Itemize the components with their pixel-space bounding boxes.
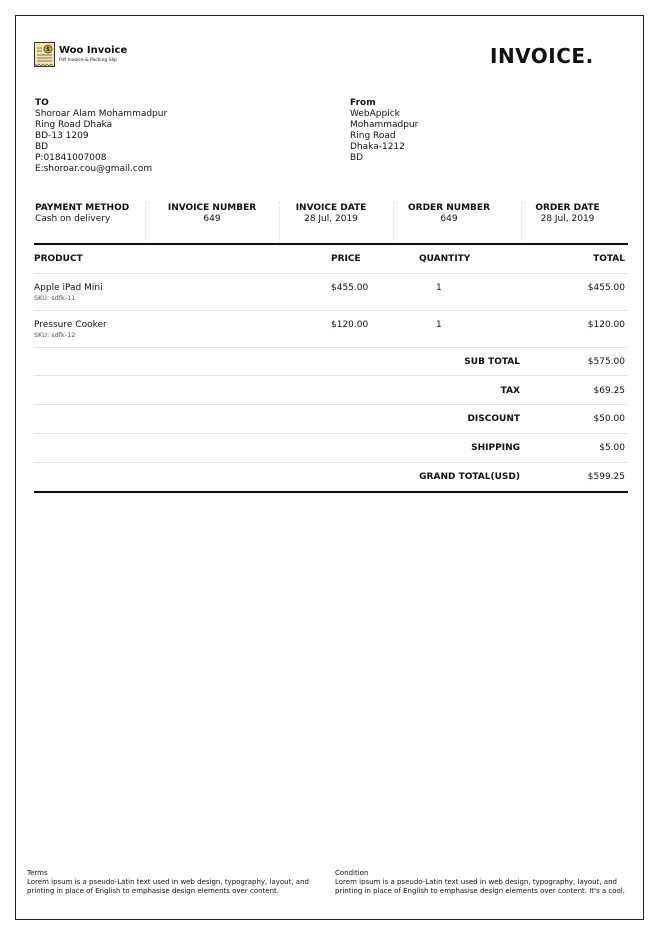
subtotal-value: $575.00 — [587, 357, 625, 367]
payment-method — [35, 203, 129, 225]
row-divider — [34, 404, 628, 405]
to-line: BD-13 1209 — [35, 131, 89, 141]
invoice-date — [284, 203, 378, 225]
row-divider — [34, 375, 628, 376]
to-line: Ring Road Dhaka — [35, 120, 113, 130]
col-quantity-header: QUANTITY — [419, 254, 471, 264]
row-divider — [34, 347, 628, 348]
item-quantity: 1 — [436, 320, 442, 330]
item-total: $120.00 — [587, 320, 625, 330]
terms-section — [27, 869, 309, 896]
meta-divider — [393, 202, 394, 246]
meta-label: INVOICE DATE — [295, 203, 367, 213]
row-divider — [34, 310, 628, 311]
grand-total-value: $599.25 — [587, 472, 625, 482]
to-line: BD — [35, 142, 49, 152]
meta-label: PAYMENT METHOD — [35, 203, 130, 213]
from-heading: From — [350, 98, 376, 108]
order-date — [528, 203, 607, 225]
item-name: Pressure Cooker — [34, 320, 107, 330]
subtotal-label: SUB TOTAL — [464, 357, 520, 367]
item-name: Apple iPad Mini — [34, 283, 103, 293]
item-price: $120.00 — [331, 320, 369, 330]
invoice-number — [161, 203, 263, 225]
table-top-rule — [34, 243, 628, 245]
item-price: $455.00 — [331, 283, 369, 293]
meta-divider — [521, 202, 522, 246]
row-divider — [34, 462, 628, 463]
from-line: BD — [350, 153, 364, 163]
discount-value: $50.00 — [593, 414, 625, 424]
invoice-logo-icon — [34, 42, 55, 67]
tax-label: TAX — [500, 386, 520, 396]
grand-total-label: GRAND TOTAL(USD) — [419, 472, 520, 482]
col-price-header: PRICE — [331, 254, 361, 264]
to-line: Shoroar Alam Mohammadpur — [35, 109, 168, 119]
billing-address — [35, 98, 167, 175]
item-sku: SKU: sdfk-11 — [34, 294, 76, 302]
item-total: $455.00 — [587, 283, 625, 293]
seller-address — [350, 98, 418, 164]
condition-text: printing in place of English to emphasise design elements over content. It's a cool. — [335, 887, 625, 895]
terms-text: Lorem ipsum is a pseudo-Latin text used in web design, typography, layout, and — [27, 878, 309, 886]
meta-label: ORDER DATE — [535, 203, 600, 213]
tax-value: $69.25 — [593, 386, 625, 396]
meta-label: ORDER NUMBER — [408, 203, 490, 213]
condition-text: Lorem ipsum is a pseudo-Latin text used in web design, typography, layout, and — [335, 878, 617, 886]
meta-value: Cash on delivery — [35, 214, 111, 224]
item-quantity: 1 — [436, 283, 442, 293]
from-line: Mohammadpur — [350, 120, 419, 130]
row-divider — [34, 273, 628, 274]
terms-text: printing in place of English to emphasise design elements over content. — [27, 887, 279, 895]
condition-section — [335, 869, 625, 896]
to-email: E:shoroar.cou@gmail.com — [35, 164, 153, 174]
meta-value: 28 Jul, 2019 — [540, 214, 595, 224]
invoice-page — [15, 15, 644, 920]
col-product-header: PRODUCT — [34, 254, 83, 264]
meta-label: INVOICE NUMBER — [167, 203, 257, 213]
meta-value: 649 — [440, 214, 458, 224]
shipping-value: $5.00 — [599, 443, 625, 453]
table-bottom-rule — [34, 491, 628, 493]
terms-heading: Terms — [27, 869, 48, 877]
shipping-label: SHIPPING — [471, 443, 520, 453]
from-line: Dhaka-1212 — [350, 142, 405, 152]
order-number — [399, 203, 499, 225]
brand-logo — [34, 42, 134, 68]
discount-label: DISCOUNT — [467, 414, 520, 424]
meta-divider — [279, 202, 280, 246]
col-total-header: TOTAL — [593, 254, 625, 264]
from-line: Ring Road — [350, 131, 396, 141]
meta-divider — [145, 202, 146, 246]
brand-name: Woo Invoice — [59, 45, 128, 56]
condition-heading: Condition — [335, 869, 369, 877]
item-sku: SKU: sdfk-12 — [34, 331, 76, 339]
svg-text:$: $ — [45, 46, 51, 54]
meta-value: 649 — [203, 214, 221, 224]
row-divider — [34, 433, 628, 434]
meta-value: 28 Jul, 2019 — [304, 214, 358, 224]
invoice-title: INVOICE. — [490, 44, 594, 68]
from-line: WebAppick — [350, 109, 400, 119]
to-phone: P:01841007008 — [35, 153, 107, 163]
brand-tagline: Pdf Invoice & Packing Slip — [59, 58, 117, 63]
to-heading: TO — [35, 98, 49, 108]
